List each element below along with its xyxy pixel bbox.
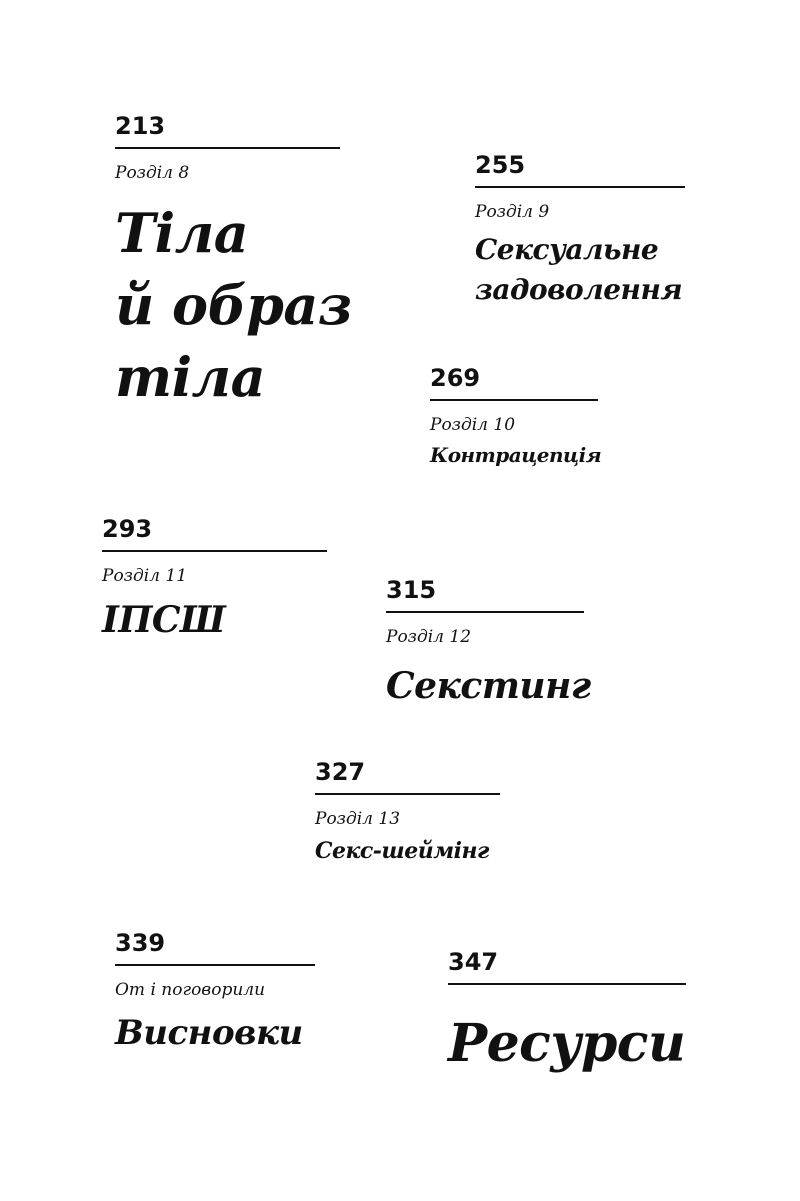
- chapter-title-line: Секстинг: [386, 665, 591, 707]
- toc-entry-213: [115, 112, 352, 413]
- chapter-title-line: Секс-шеймінг: [315, 838, 489, 864]
- chapter-label: Розділ 10: [430, 415, 516, 435]
- chapter-label: Розділ 11: [102, 566, 188, 586]
- chapter-label: От і поговорили: [115, 980, 266, 1000]
- toc-entry-315: [386, 576, 591, 711]
- page-number: 269: [430, 364, 598, 401]
- chapter-title: [448, 1009, 686, 1079]
- chapter-title-line: тіла: [115, 345, 266, 409]
- chapter-label: Розділ 9: [475, 202, 550, 222]
- chapter-title-line: й образ: [115, 273, 352, 337]
- chapter-label: Розділ 8: [115, 163, 190, 183]
- chapter-title: [115, 1010, 315, 1056]
- chapter-title-line: задоволення: [475, 273, 683, 306]
- chapter-label: Розділ 12: [386, 627, 472, 647]
- page-number: 255: [475, 151, 685, 188]
- chapter-title: [475, 230, 685, 310]
- toc-entry-293: [102, 515, 327, 644]
- page-number: 327: [315, 758, 500, 795]
- page-number: 339: [115, 929, 315, 966]
- page-number: 293: [102, 515, 327, 552]
- toc-entry-255: [475, 151, 685, 310]
- chapter-title: [115, 197, 352, 413]
- chapter-title-line: Контрацепція: [430, 443, 602, 467]
- toc-entry-269: [430, 364, 601, 469]
- toc-entry-339: [115, 929, 315, 1056]
- chapter-title: [315, 835, 500, 867]
- page-number: 347: [448, 948, 686, 985]
- chapter-title: [386, 661, 591, 711]
- toc-entry-347: [448, 948, 686, 1079]
- chapter-title: [430, 441, 601, 469]
- chapter-title-line: ІПСШ: [102, 599, 226, 641]
- chapter-title-line: Тіла: [115, 201, 249, 265]
- page-number: 315: [386, 576, 584, 613]
- chapter-title-line: Ресурси: [448, 1013, 686, 1074]
- chapter-title-line: Сексуальне: [475, 233, 659, 266]
- chapter-label: Розділ 13: [315, 809, 401, 829]
- chapter-title: [102, 596, 327, 644]
- page-number: 213: [115, 112, 340, 149]
- chapter-title-line: Висновки: [115, 1013, 303, 1053]
- toc-entry-327: [315, 758, 500, 867]
